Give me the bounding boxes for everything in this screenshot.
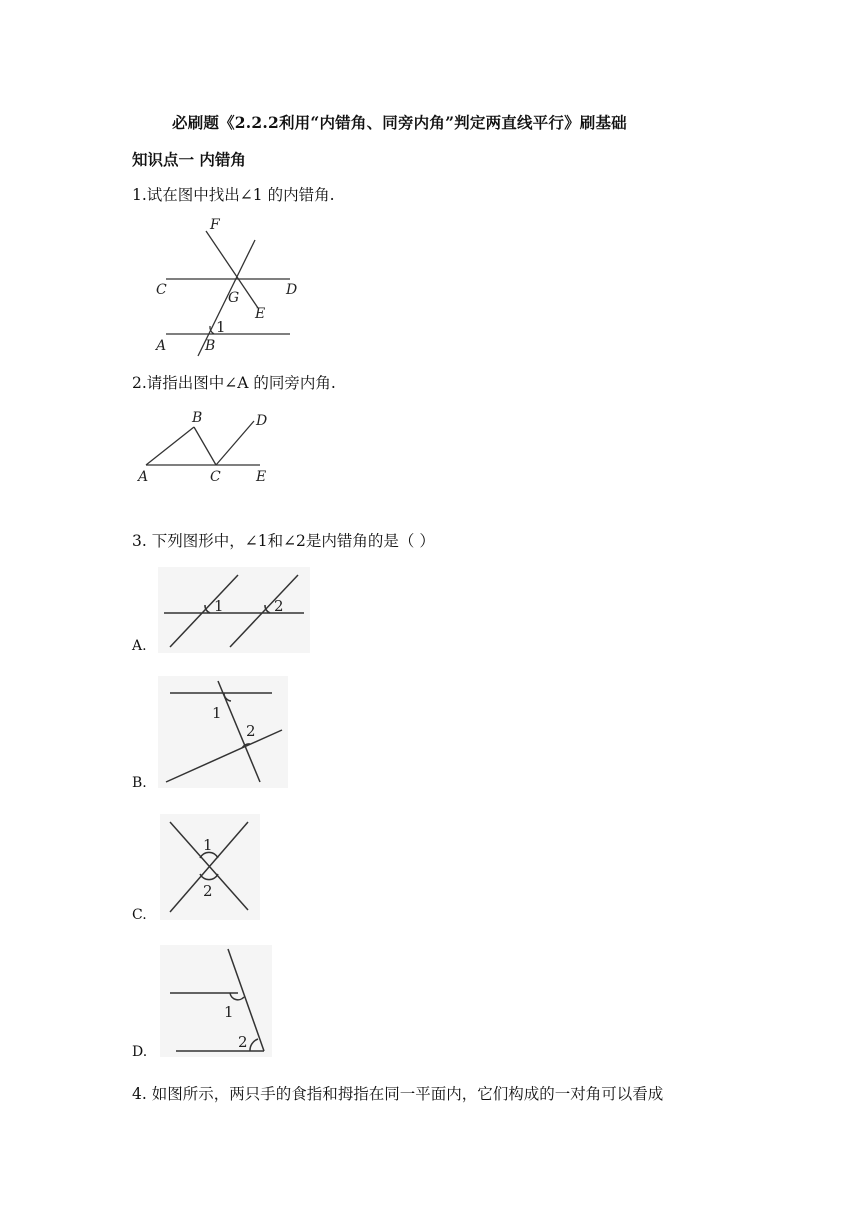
document-title: 必刷题《2.2.2利用“内错角、同旁内角”判定两直线平行》刷基础 [172, 113, 627, 132]
label-G: G [228, 290, 240, 306]
option-b-figure[interactable] [158, 676, 288, 788]
label-E: E [256, 469, 267, 485]
angle-1-label: 1 [216, 318, 226, 336]
option-c-figure[interactable] [160, 814, 260, 920]
angle-1-label: 1 [203, 836, 213, 854]
angle-1-label: 1 [224, 1003, 234, 1021]
label-B: B [192, 410, 203, 426]
label-A: A [138, 469, 149, 485]
label-D: D [286, 282, 298, 298]
angle-1-label: 1 [214, 597, 224, 615]
angle-2-label: 2 [274, 597, 284, 615]
label-F: F [210, 217, 220, 233]
question-2-figure [136, 406, 276, 486]
question-3-text: 3. 下列图形中，∠1和∠2是内错角的是（ ） [132, 532, 435, 550]
angle-2-label: 2 [203, 882, 213, 900]
option-d-figure[interactable] [160, 945, 272, 1057]
option-b-label[interactable]: B. [132, 775, 147, 791]
question-4-text: 4. 如图所示，两只手的食指和拇指在同一平面内，它们构成的一对角可以看成 [132, 1085, 664, 1103]
label-A: A [156, 338, 167, 354]
question-1-figure [148, 212, 308, 358]
label-C: C [156, 282, 167, 298]
angle-2-label: 2 [238, 1033, 248, 1051]
section-heading: 知识点一 内错角 [132, 150, 246, 169]
option-a-figure[interactable] [158, 567, 310, 653]
label-E: E [255, 306, 266, 322]
label-C: C [210, 469, 221, 485]
question-2-text: 2.请指出图中∠A 的同旁内角. [132, 374, 336, 392]
angle-2-label: 2 [246, 722, 256, 740]
option-c-label[interactable]: C. [132, 907, 147, 923]
angle-1-label: 1 [212, 704, 222, 722]
option-a-label[interactable]: A. [132, 638, 147, 654]
question-1-text: 1.试在图中找出∠1 的内错角. [132, 186, 335, 204]
label-D: D [256, 413, 268, 429]
label-B: B [205, 338, 216, 354]
option-d-label[interactable]: D. [132, 1044, 148, 1060]
